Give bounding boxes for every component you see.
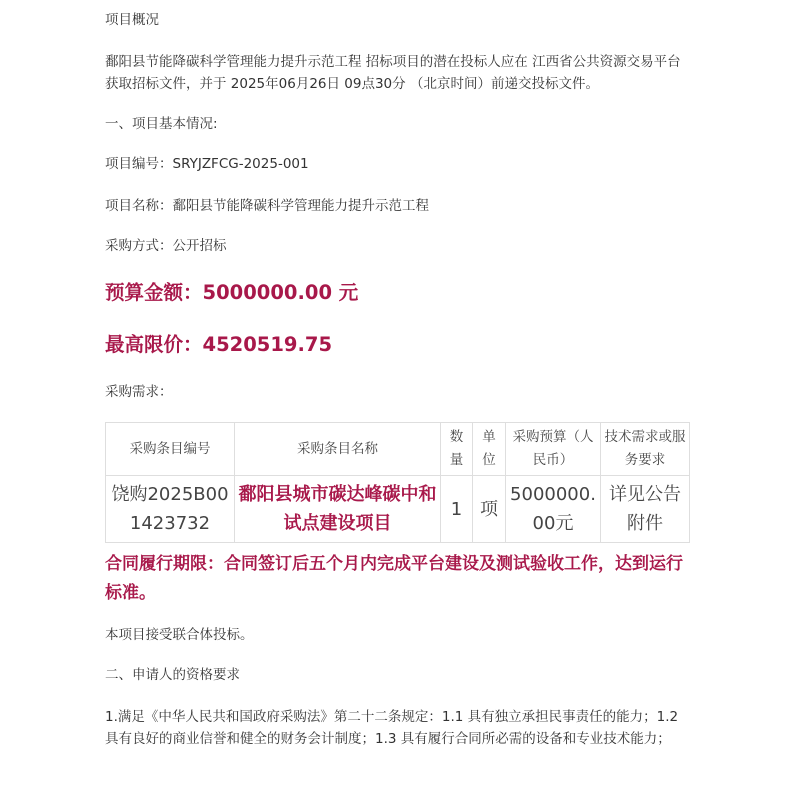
header-technical-requirements: 技术需求或服务要求 (601, 423, 690, 476)
cell-budget: 5000000.00元 (506, 476, 601, 543)
cell-unit: 项 (473, 476, 506, 543)
header-unit: 单位 (473, 423, 506, 476)
header-budget: 采购预算（人民币） (506, 423, 601, 476)
qualification-item-1: 1.满足《中华人民共和国政府采购法》第二十二条规定：1.1 具有独立承担民事责任的能力；1.2 具有良好的商业信誉和健全的财务会计制度；1.3 具有履行合同所必需的设备和专业技术能力； (105, 709, 679, 747)
cell-quantity: 1 (441, 476, 473, 543)
table-row (106, 476, 690, 543)
cell-technical-requirements: 详见公告附件 (601, 476, 690, 543)
table-header-row (106, 423, 690, 476)
procurement-method: 采购方式：公开招标 (105, 238, 227, 254)
cell-item-number: 饶购2025B001423732 (106, 476, 235, 543)
consortium-note: 本项目接受联合体投标。 (105, 627, 254, 643)
section1-heading: 一、项目基本情况: (105, 116, 218, 132)
max-price: 最高限价：4520519.75 (105, 333, 333, 356)
contract-period: 合同履行期限：合同签订后五个月内完成平台建设及测试验收工作，达到运行标准。 (105, 554, 683, 603)
project-name: 项目名称：鄱阳县节能降碳科学管理能力提升示范工程 (105, 198, 429, 214)
cell-item-name: 鄱阳县城市碳达峰碳中和试点建设项目 (235, 476, 441, 543)
procurement-requirements-table (105, 422, 690, 543)
project-number: 项目编号：SRYJZFCG-2025-001 (105, 156, 309, 172)
overview-intro: 鄱阳县节能降碳科学管理能力提升示范工程 招标项目的潜在投标人应在 江西省公共资源交易平台 获取招标文件，并于 2025年06月26日 09点30分 （北京时间）前递交投标文件。 (105, 54, 681, 92)
section2-heading: 二、申请人的资格要求 (105, 667, 240, 683)
header-item-number: 采购条目编号 (106, 423, 235, 476)
header-item-name: 采购条目名称 (235, 423, 441, 476)
requirements-label: 采购需求： (105, 384, 173, 400)
header-quantity: 数量 (441, 423, 473, 476)
overview-heading: 项目概况 (105, 12, 159, 28)
budget-amount: 预算金额：5000000.00 元 (105, 281, 359, 304)
